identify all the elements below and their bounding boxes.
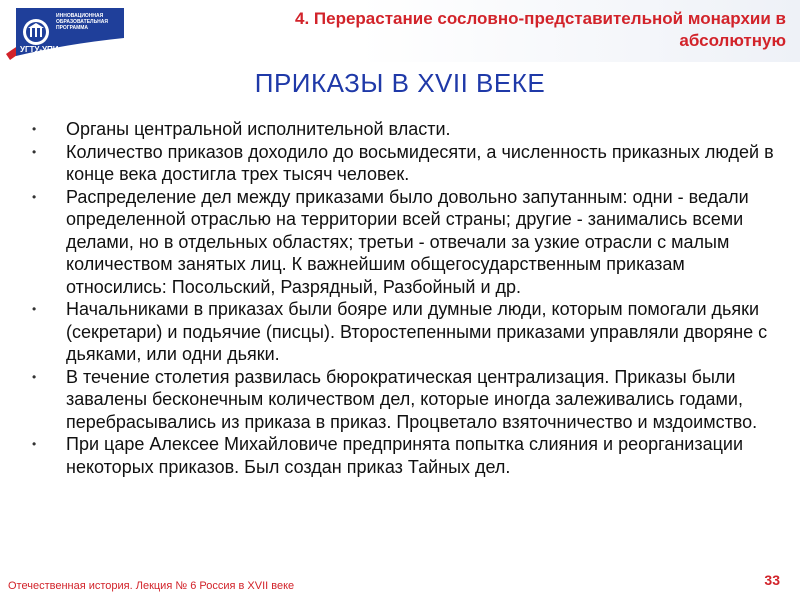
slide-title: ПРИКАЗЫ В XVII ВЕКЕ	[254, 68, 546, 98]
list-item	[30, 186, 790, 299]
list-item-text: Начальниками в приказах были бояре или думные люди, которым помогали дьяки (секретари) и подьячие (писцы). Второстепенными приказами управляли дворяне с дьяками, или одни дьяки.	[66, 299, 768, 364]
list-item	[30, 118, 790, 141]
list-item	[30, 433, 790, 478]
bullet-icon: •	[32, 189, 37, 204]
bullet-icon: •	[32, 369, 37, 384]
list-item	[30, 141, 790, 186]
bullet-icon: •	[32, 302, 37, 316]
logo-caption-line-3: ПРОГРАММА	[56, 25, 89, 31]
university-logo	[6, 4, 126, 62]
footer-course-title: Отечественная история. Лекция № 6 Россия в XVII веке	[8, 580, 295, 592]
list-item	[30, 298, 790, 366]
page-number: 33	[764, 572, 780, 588]
list-item-text: Распределение дел между приказами было довольно запутанным: одни - ведали определенной отраслью на территории всей страны; другие - занимались всеми делами, но в отдельных областях; третьи - отвечали за узкие отрасли с малым количеством занятых лиц. К важнейшим общегосударственным приказам относились: Посольский, Разрядный, Разбойный и др.	[66, 186, 749, 297]
bullet-icon: •	[32, 144, 37, 159]
logo-caption-line-2: ОБРАЗОВАТЕЛЬНАЯ	[56, 19, 108, 25]
section-title: 4. Перерастание сословно-представительной монархии в абсолютную	[295, 9, 786, 50]
list-item-text: Количество приказов доходило до восьмидесяти, а численность приказных людей в конце века достигла трех тысяч человек.	[66, 141, 774, 184]
bullet-icon: •	[32, 122, 37, 136]
list-item	[30, 366, 790, 434]
list-item-text: При царе Алексее Михайловиче предпринята попытка слияния и реорганизации некоторых приказов. Был создан приказ Тайных дел.	[66, 434, 744, 477]
logo-text: УГТУ-УПИ	[20, 45, 59, 54]
list-item-text: В течение столетия развилась бюрократическая централизация. Приказы были завалены бесконечным количеством дел, которые иногда залеживались годами, перебрасывались из приказа в приказ. Процветало взяточничество и мздоимство.	[66, 366, 758, 432]
list-item-text: Органы центральной исполнительной власти.	[66, 119, 451, 139]
logo-caption-line-1: ИННОВАЦИОННАЯ	[56, 13, 104, 19]
bullet-icon: •	[32, 437, 37, 451]
bullet-list	[30, 118, 790, 478]
